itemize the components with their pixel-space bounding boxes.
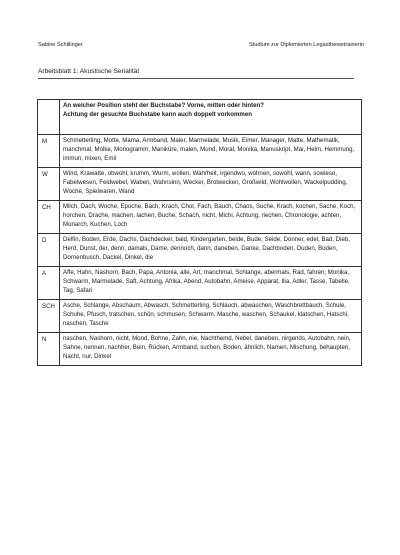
question-line-2: Achtung der gesuchte Buchstabe kann auch doppelt vorkommen [63, 110, 252, 118]
table-row [38, 332, 362, 365]
table-row [38, 299, 362, 332]
letter-cell: M [38, 134, 60, 167]
table-row [38, 233, 362, 266]
words-cell: Milch, Dach, Woche, Epoche, Bach, Krach, Chor, Fach, Bauch, Chaos, Suche, Krach, kochen, Sache, Koch, horchen, Drache, machen, lachen, Buche, Schach, nicht, Michi, Achtung, riechen, Chronologie, achten, Monarch, Kuchen, Loch [60, 200, 362, 233]
words-cell: naschen, Nashorn, nicht, Mond, Bohne, Zahn, nie, Nachthemd, Nebel, daneben, nirgends, Autobahn, nein, Sahne, nennen, nachher, Bein, Rücken, Armband, suchen, Boden, ähnlich, Namen, Mischung, behaupten, Nacht, nur, Dinkel [60, 332, 362, 365]
worksheet-title: Arbeitsblatt 1: Akustische Serialität [38, 68, 354, 79]
words-cell: Affe, Hahn, Nashorn, Bach, Papa, Antonia, alle, Art, manchmal, Schlange, abermals, Rad, fahren, Monika, Schwarm, Marmelade, Saft, Achtung, Afrika, Abend, Autobahn, Ameise, Apparat, Ilia, Adler, Tasse, Tabelle, Tag, Safari [60, 266, 362, 299]
table-row [38, 200, 362, 233]
table-row [38, 266, 362, 299]
words-cell: Wind, Krawatte, obwohl, krumm, Wurm, wollen, Wahrheit, irgendwo, wohnen, sowohl, wann, sowieso, Fabelwesen, Feldwebel, Waben, Wahnsinn, Wecker, Brotwecken, Großwild, Wohlwollen, Wackelpudding, Woche, Spielwaren, Wand [60, 167, 362, 200]
letter-cell: CH [38, 200, 60, 233]
table-row [38, 134, 362, 167]
words-cell: Asche, Schlange, Abschaum, Abwasch, Schmetterling, Schlauch, abwaschen, Waschbrettbauch, Schule, Schuhe, Pfusch, tratschen, schön, schmusen, Schwarm, Masche, waschen, Schaukel, klatschen, Hatschi, naschen, Tasche [60, 299, 362, 332]
table-header-row [38, 100, 362, 135]
words-cell: Schmetterling, Motte, Mama, Armband, Maler, Marmelade, Musik, Eimer, Manager, Matte, Mathematik, manchmal, Molke, Monogramm, Maniküre, malen, Mund, Moral, Monika, Manuskript, Mai, Heim, Hemmung, immun, mixen, Emil [60, 134, 362, 167]
course-name: Studium zur Diplomierten Legasthenietrainerin [248, 42, 364, 48]
author-name: Sabine Schillinger [38, 42, 83, 48]
question-cell [60, 100, 362, 135]
page-header [38, 42, 368, 48]
question-line-1: An welcher Position steht der Buchstabe? Vorne, mitten oder hinten? [63, 102, 265, 109]
letter-cell: SCH [38, 299, 60, 332]
letter-cell: A [38, 266, 60, 299]
letter-table [37, 99, 362, 366]
letter-cell: N [38, 332, 60, 365]
words-cell: Delfin, Boden, Erde, Dachs, Dachdecker, bald, Kindergarten, beide, Bude, Seide, Donner, edel, Bad, Dieb, Herd, Dunst, der, denn, damals, Dame, dennoch, dann, daneben, Danke, Dachboden, Duden, Boden, Dornenbusch, Dackel, Dinkel, die [60, 233, 362, 266]
empty-header-cell [38, 100, 60, 135]
table-row [38, 167, 362, 200]
letter-cell: D [38, 233, 60, 266]
letter-cell: W [38, 167, 60, 200]
